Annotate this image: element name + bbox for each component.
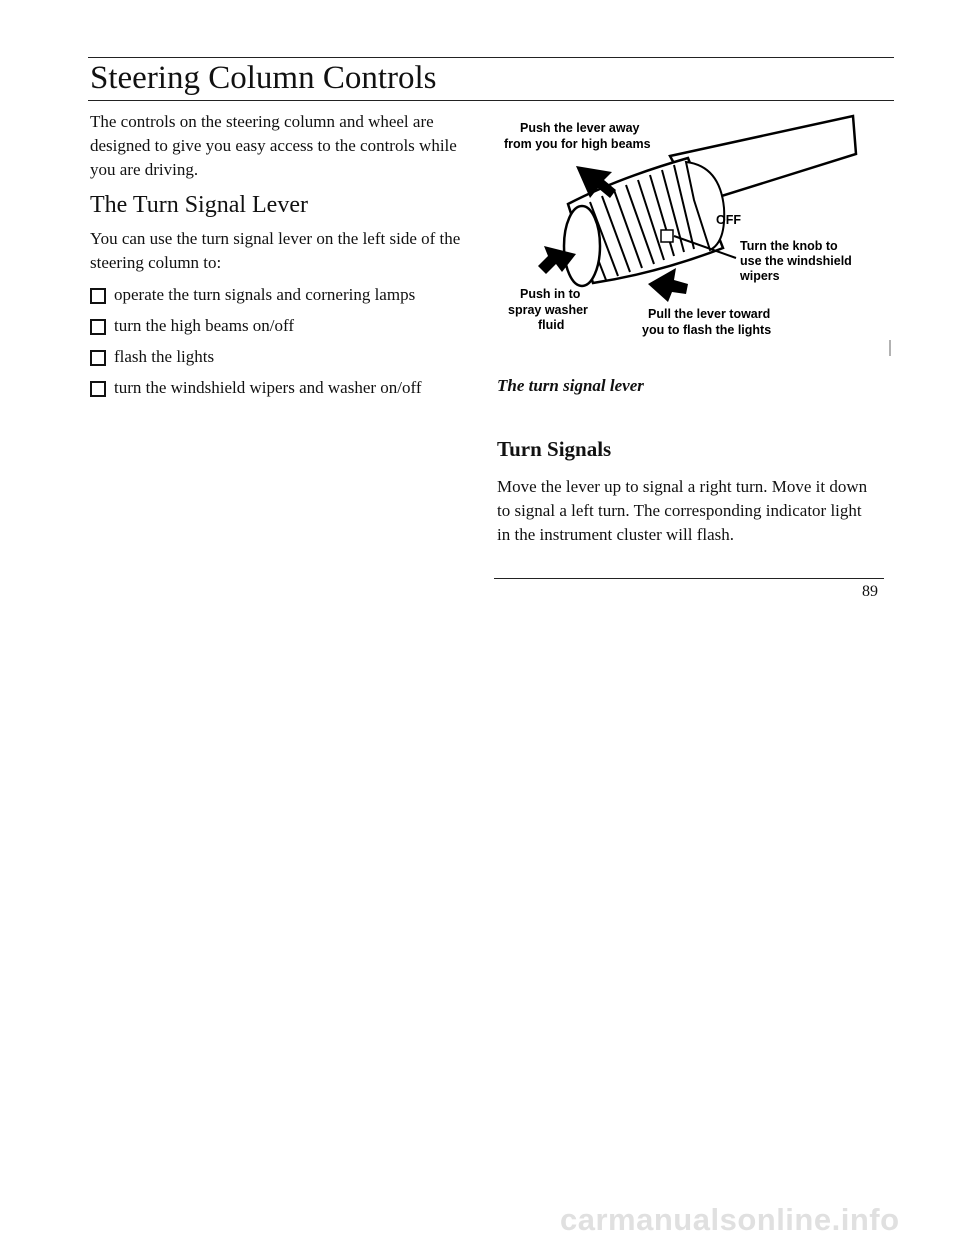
intro-paragraph: The controls on the steering column and wheel are designed to give you easy access to the controls while you are driving. [90, 112, 457, 179]
knob-off-mark: OFF [716, 213, 741, 227]
label-wipers-line3: wipers [740, 269, 780, 283]
label-washer-line1: Push in to [520, 287, 581, 301]
figure-caption: The turn signal lever [497, 376, 644, 395]
checkbox-bullet-icon [90, 288, 106, 304]
list-item [90, 345, 462, 369]
label-flash-line2: you to flash the lights [642, 323, 772, 337]
section-heading-turn-signals: Turn Signals [497, 437, 612, 461]
title-underline [88, 100, 894, 101]
page-title: Steering Column Controls [90, 60, 437, 96]
label-washer-line3: fluid [538, 318, 565, 332]
list-item-text: operate the turn signals and cornering lamps [114, 285, 416, 304]
list-item [90, 376, 462, 400]
checkbox-bullet-icon [90, 319, 106, 335]
watermark: carmanualsonline.info [560, 1202, 900, 1237]
list-item [90, 314, 462, 338]
label-high-beams-line1: Push the lever away [520, 121, 640, 135]
lever-description: You can use the turn signal lever on the left side of the steering column to: [90, 229, 461, 272]
left-column [90, 110, 462, 407]
list-item-text: turn the windshield wipers and washer on/off [114, 378, 422, 397]
label-wipers-line1: Turn the knob to [740, 239, 838, 253]
section-heading-turn-signal-lever: The Turn Signal Lever [90, 192, 308, 218]
checkbox-bullet-icon [90, 381, 106, 397]
list-item-text: flash the lights [114, 347, 215, 366]
footer-rule [494, 578, 884, 579]
function-list [90, 283, 462, 400]
top-rule [88, 57, 894, 58]
list-item-text: turn the high beams on/off [114, 316, 295, 335]
list-item [90, 283, 462, 307]
turn-signal-lever-figure [498, 108, 898, 360]
pull-toward-arrow-icon [648, 268, 688, 302]
page-number: 89 [862, 583, 878, 600]
label-wipers-line2: use the windshield [740, 254, 852, 268]
label-flash-line1: Pull the lever toward [648, 307, 771, 321]
turn-signals-paragraph: Move the lever up to signal a right turn. Move it down to signal a left turn. The corresponding indicator light in the instrument cluster will flash. [497, 477, 868, 544]
label-high-beams-line2: from you for high beams [504, 137, 651, 151]
label-washer-line2: spray washer [508, 303, 588, 317]
checkbox-bullet-icon [90, 350, 106, 366]
